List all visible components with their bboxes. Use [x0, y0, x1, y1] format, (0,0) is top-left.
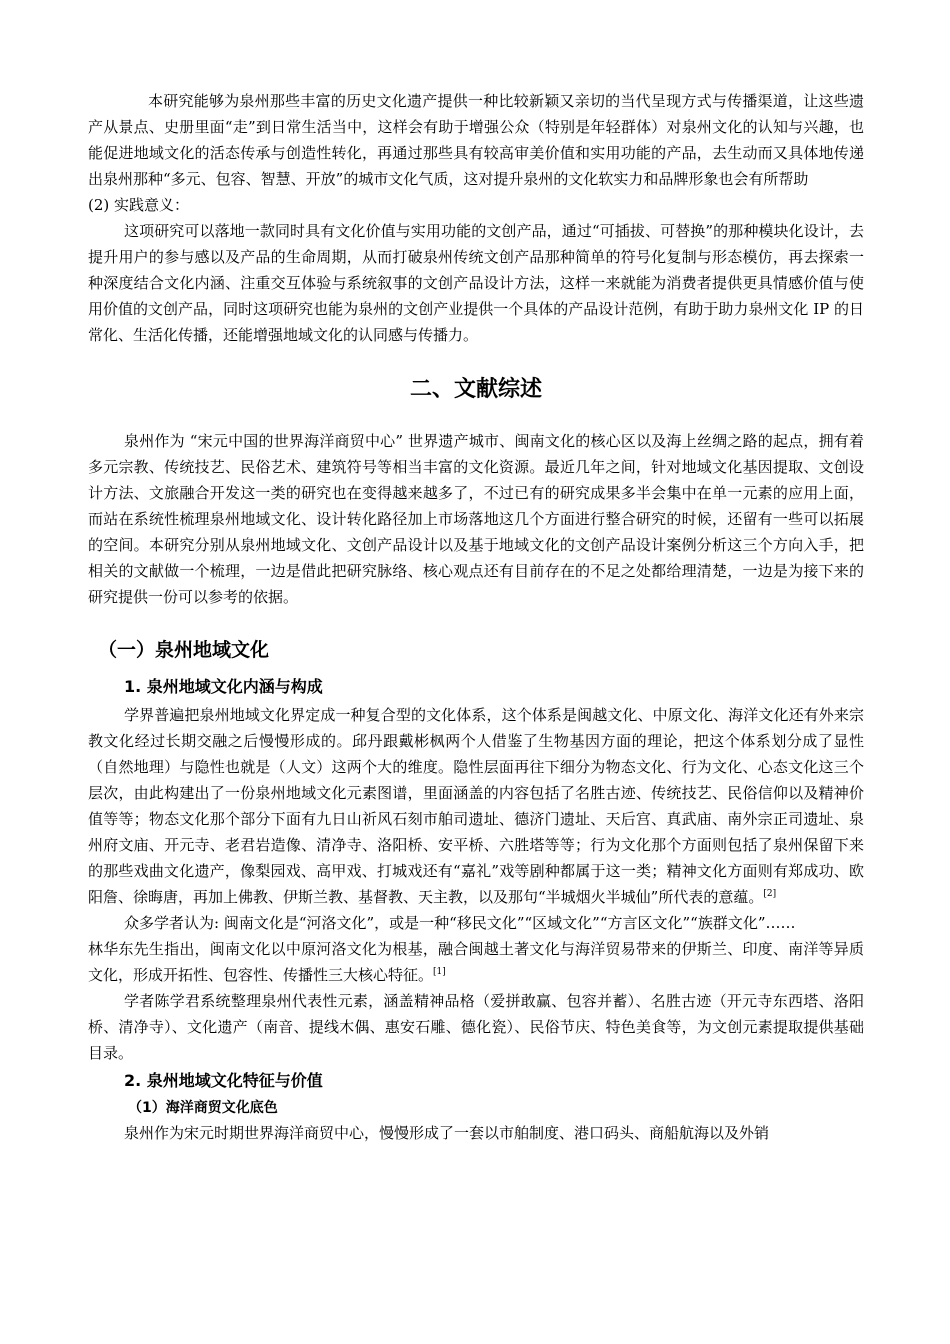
- paragraph-text: 林华东先生指出，闽南文化以中原河洛文化为根基，融合闽越土著文化与海洋贸易带来的伊斯兰、印度、南洋等异质文化，形成开拓性、包容性、传播性三大核心特征。: [88, 940, 864, 984]
- document-page: [88, 88, 864, 1146]
- subsection-heading-connotation: 1. 泉州地域文化内涵与构成: [124, 677, 323, 696]
- citation-mark: [2]: [763, 889, 777, 899]
- section-heading-quanzhou-culture: （一）泉州地域文化: [98, 639, 270, 661]
- paragraph-theoretical-significance: 本研究能够为泉州那些丰富的历史文化遗产提供一种比较新颖又亲切的当代呈现方式与传播渠道，让这些遗产从景点、史册里面“走”到日常生活当中，这样会有助于增强公众（特别是年轻群体）对泉州文化的认知与兴趣，也能促进地域文化的活态传承与创造性转化，再通过那些具有较高审美价值和实用功能的产品，去生动而又具体地传递出泉州那种“多元、包容、智慧、开放”的城市文化气质，这对提升泉州的文化软实力和品牌形象也会有所帮助: [88, 92, 864, 188]
- chapter-heading-literature-review: 二、文献综述: [409, 377, 542, 402]
- paragraph-scholars-view: 众多学者认为: 闽南文化是“河洛文化”，或是一种“移民文化”“区域文化”“方言区文化”“族群文化”……: [124, 914, 796, 932]
- subsubsection-heading-maritime: （1）海洋商贸文化底色: [128, 1100, 278, 1116]
- paragraph-lin-huadong: [88, 936, 864, 988]
- paragraph-text: 学界普遍把泉州地域文化界定成一种复合型的文化体系，这个体系是闽越文化、中原文化、海洋文化还有外来宗教文化经过长期交融之后慢慢形成的。邱丹跟戴彬枫两个人借鉴了生物基因方面的理论，把这个体系划分成了显性（自然地理）与隐性也就是（人文）这两个大的维度。隐性层面再往下细分为物态文化、行为文化、心态文化这三个层次，由此构建出了一份泉州地域文化元素图谱，里面涵盖的内容包括了名胜古迹、传统技艺、民俗信仰以及精神价值等等；物态文化那个部分下面有九日山祈风石刻市舶司遗址、德济门遗址、天后宫、真武庙、南外宗正司遗址、泉州府文庙、开元寺、老君岩造像、清净寺、洛阳桥、安平桥、六胜塔等等；行为文化那个方面则包括了泉州保留下来的那些戏曲文化遗产，像梨园戏、高甲戏、打城戏还有“嘉礼”戏等剧种都属于这一类；精神文化方面则有郑成功、欧阳詹、徐晦唐，再加上佛教、伊斯兰教、基督教、天主教，以及那句“半城烟火半城仙”所代表的意蕴。: [88, 706, 864, 906]
- citation-mark: [1]: [433, 967, 446, 977]
- paragraph-maritime-trade: 泉州作为宋元时期世界海洋商贸中心，慢慢形成了一套以市舶制度、港口码头、商船航海以及外销: [124, 1124, 770, 1142]
- paragraph-chen-xuejun: 学者陈学君系统整理泉州代表性元素，涵盖精神品格（爱拼敢赢、包容并蓄）、名胜古迹（开元寺东西塔、洛阳桥、清净寺）、文化遗产（南音、提线木偶、惠安石雕、德化瓷）、民俗节庆、特色美食等，为文创元素提取提供基础目录。: [88, 992, 864, 1062]
- paragraph-practical-significance: 这项研究可以落地一款同时具有文化价值与实用功能的文创产品，通过“可插拔、可替换”的那种模块化设计，去提升用户的参与感以及产品的生命周期，从而打破泉州传统文创产品那种简单的符号化复制与形态模仿，再去探索一种深度结合文化内涵、注重交互体验与系统叙事的文创产品设计方法，这样一来就能为消费者提供更具情感价值与使用价值的文创产品，同时这项研究也能为泉州的文创产业提供一个具体的产品设计范例，有助于助力泉州文化 IP 的日常化、生活化传播，还能增强地域文化的认同感与传播力。: [88, 222, 864, 344]
- list-item-practical-significance: (2) 实践意义：: [88, 196, 190, 214]
- subsection-heading-features: 2. 泉州地域文化特征与价值: [124, 1071, 323, 1090]
- paragraph-review-intro: 泉州作为 “宋元中国的世界海洋商贸中心” 世界遗产城市、闽南文化的核心区以及海上丝绸之路的起点，拥有着多元宗教、传统技艺、民俗艺术、建筑符号等相当丰富的文化资源。最近几年之间，针对地域文化基因提取、文创设计方法、文旅融合开发这一类的研究也在变得越来越多了，不过已有的研究成果多半会集中在单一元素的应用上面，而站在系统性梳理泉州地域文化、设计转化路径加上市场落地这几个方面进行整合研究的时候，还留有一些可以拓展的空间。本研究分别从泉州地域文化、文创产品设计以及基于地域文化的文创产品设计案例分析这三个方向入手，把相关的文献做一个梳理，一边是借此把研究脉络、核心观点还有目前存在的不足之处都给理清楚，一边是为接下来的研究提供一份可以参考的依据。: [88, 432, 864, 606]
- paragraph-culture-system: [88, 702, 864, 910]
